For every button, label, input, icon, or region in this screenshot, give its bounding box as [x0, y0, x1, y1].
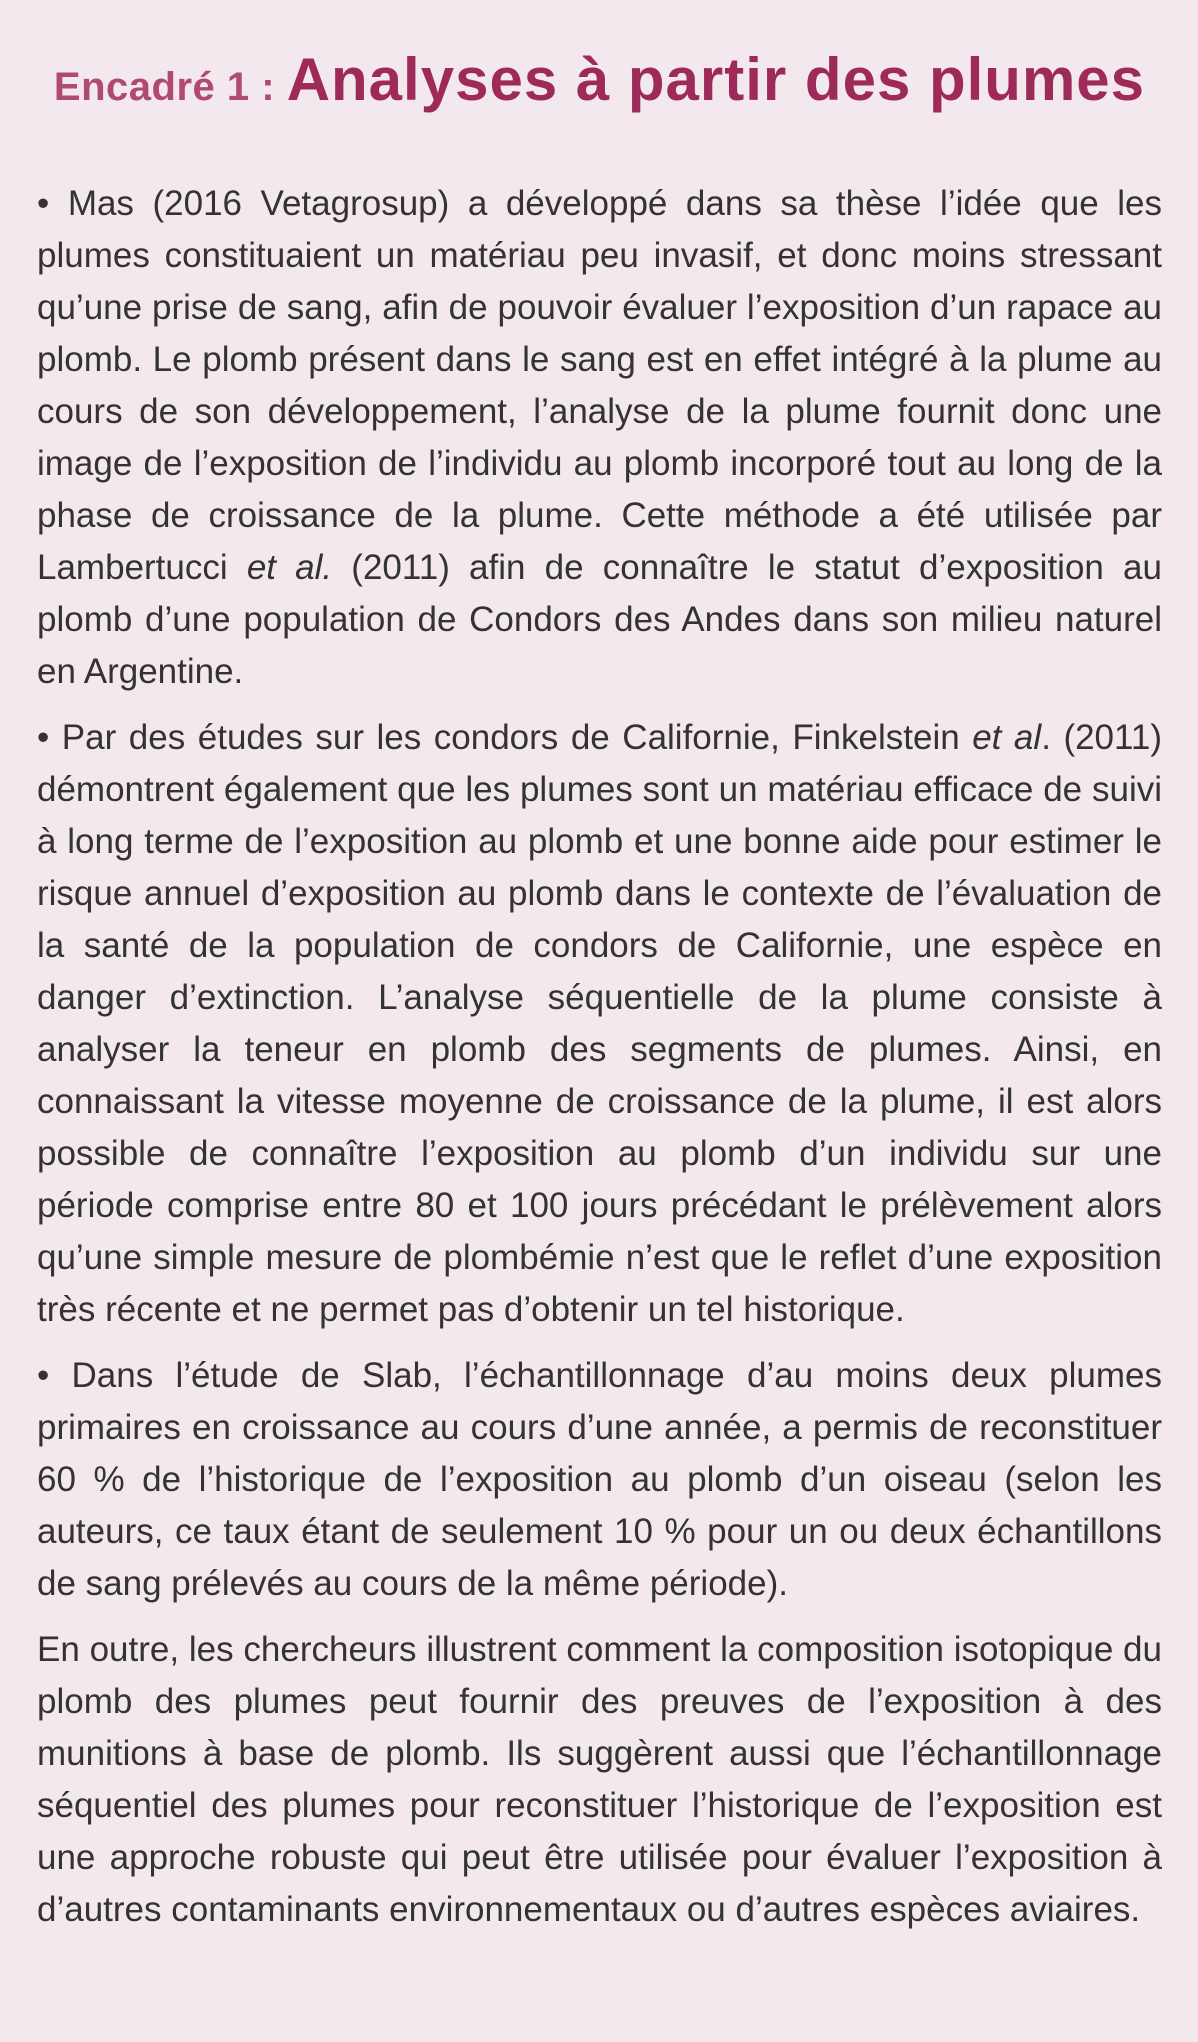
paragraph-text: En outre, les chercheurs illustrent comment la composition isotopique du plomb des plumes peut fournir des preuves de l’exposition à des munitions à base de plomb. Ils suggèrent aussi que l’échantillonnage séquentiel des plumes pour reconstituer l’historique de l’exposition est une approche robuste qui peut être utilisée pour évaluer l’exposition à d’autres contaminants environnementaux ou d’autres espèces aviaires.	[37, 1630, 1162, 1929]
paragraph-text: Mas (2016 Vetagrosup) a développé dans sa thèse l’idée que les plumes constituaient un matériau peu invasif, et donc moins stressant qu’une prise de sang, afin de pouvoir évaluer l’exposition d’un rapace au plomb. Le plomb présent dans le sang est en effet intégré à la plume au cours de son développement, l’analyse de la plume fournit donc une image de l’exposition de l’individu au plomb incorporé tout au long de la phase de croissance de la plume. Cette méthode a été utilisée par Lambertucci	[37, 184, 1162, 587]
paragraph-text: Par des études sur les condors de Californie, Finkelstein	[61, 718, 973, 757]
paragraph-text: . (2011) démontrent également que les plumes sont un matériau efficace de suivi à long terme de l’exposition au plomb et une bonne aide pour estimer le risque annuel d’exposition au plomb dans le contexte de l’évaluation de la santé de la population de condors de Californie, une espèce en danger d’extinction. L’analyse séquentielle de la plume consiste à analyser la teneur en plomb des segments de plumes. Ainsi, en connaissant la vitesse moyenne de croissance de la plume, il est alors possible de connaître l’exposition au plomb d’un individu sur une période comprise entre 80 et 100 jours précédant le prélèvement alors qu’une simple mesure de plombémie n’est que le reflet d’une exposition très récente et ne permet pas d’obtenir un tel historique.	[37, 718, 1163, 1329]
paragraph-mas	[37, 178, 1162, 698]
paragraph-text: Dans l’étude de Slab, l’échantillonnage d’au moins deux plumes primaires en croissance au cours d’une année, a permis de reconstituer 60 % de l’historique de l’exposition au plomb d’un oiseau (selon les auteurs, ce taux étant de seulement 10 % pour un ou deux échantillons de sang prélevés au cours de la même période).	[37, 1356, 1162, 1603]
box-title-prefix: Encadré 1 :	[53, 65, 287, 109]
box-title	[37, 40, 1162, 136]
paragraph-finkelstein	[37, 712, 1162, 1336]
bullet: •	[37, 718, 62, 757]
paragraph-conclusion	[37, 1624, 1162, 1936]
paragraph-slab	[37, 1350, 1162, 1610]
box-title-main: Analyses à partir des plumes	[286, 46, 1146, 113]
italic-citation: et al.	[246, 548, 333, 587]
italic-citation: et al	[972, 718, 1042, 757]
bullet: •	[37, 1356, 72, 1395]
bullet: •	[37, 184, 68, 223]
paragraph-text: (2011) afin de connaître le statut d’exposition au plomb d’une population de Condors des Andes dans son milieu naturel en Argentine.	[37, 548, 1162, 691]
